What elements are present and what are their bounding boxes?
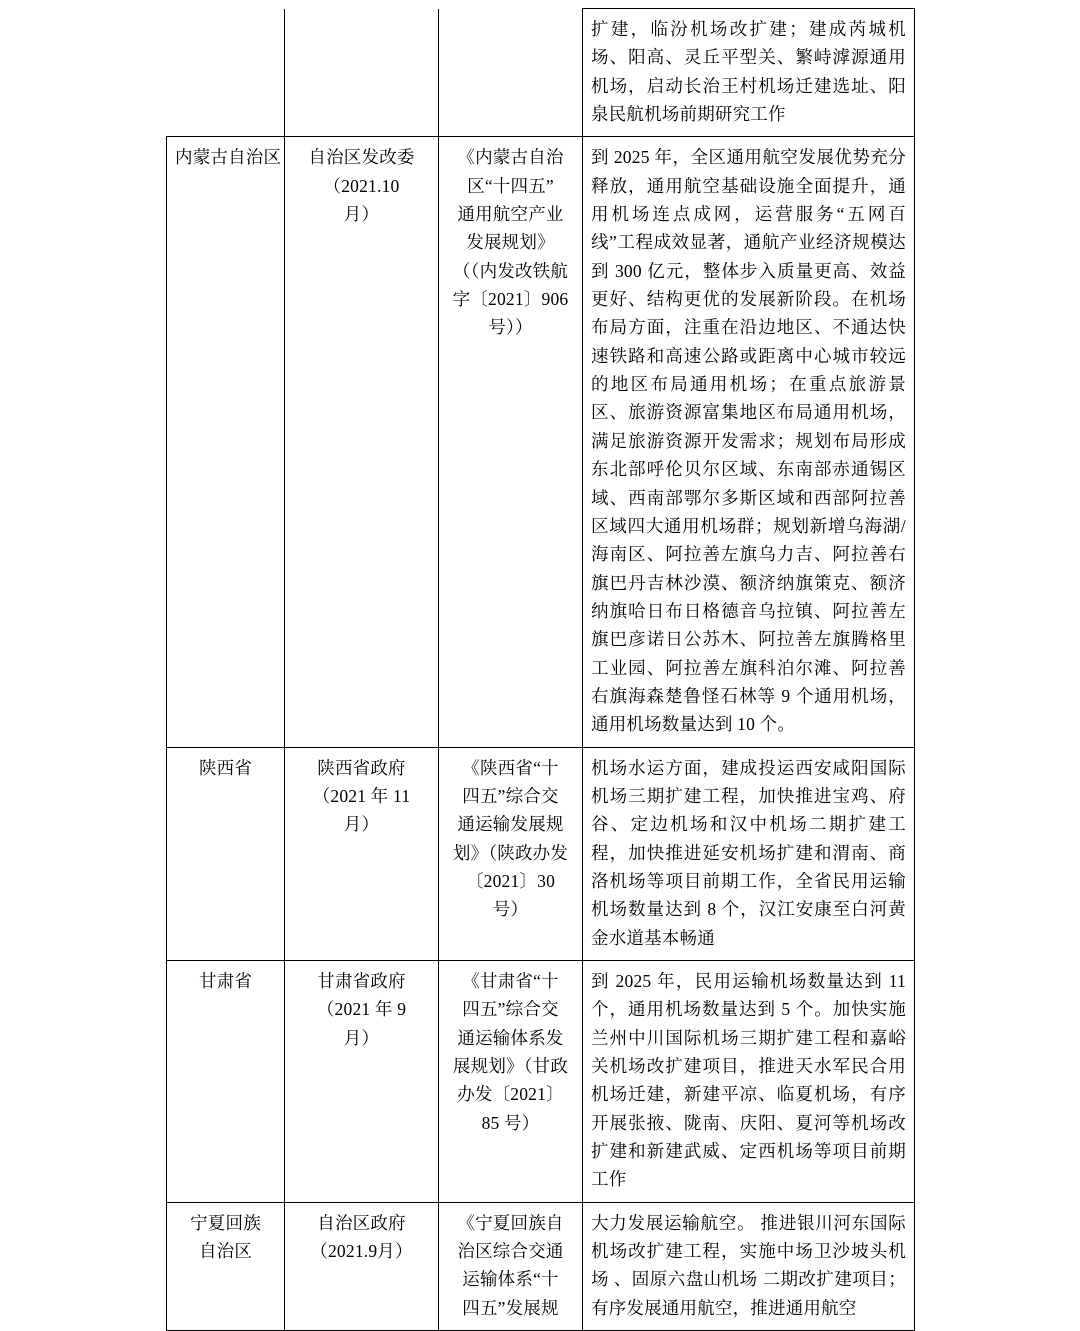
table-body bbox=[167, 9, 915, 1331]
title-line: 字〔2021〕906 bbox=[452, 289, 569, 310]
title-line: 《陕西省“十 bbox=[462, 757, 559, 778]
title-line: 四五”综合交 bbox=[462, 785, 559, 806]
region-line: 宁夏回族 bbox=[190, 1212, 261, 1233]
title-line: 展规划》（甘政 bbox=[452, 1056, 569, 1077]
issuer-line: 甘肃省政府 bbox=[317, 971, 406, 991]
region-line: 陕西省 bbox=[198, 757, 253, 778]
title-line: 通运输发展规 bbox=[457, 814, 564, 835]
content-cell: 扩建，临汾机场改扩建；建成芮城机场、阳高、灵丘平型关、繁峙滹源通用机场，启动长治王村机场迁建选址、阳泉民航机场前期研究工作 bbox=[583, 9, 915, 137]
content-cell: 大力发展运输航空。 推进银川河东国际机场改扩建工程，实施中场卫沙坡头机场 、固原六盘山机场 二期改扩建项目；有序发展通用航空，推进通用航空 bbox=[583, 1202, 915, 1330]
document-title-cell bbox=[439, 747, 583, 960]
issuer-cell bbox=[285, 137, 439, 747]
issuer-cell bbox=[285, 747, 439, 960]
content-cell: 到 2025 年，全区通用航空发展优势充分释放，通用航空基础设施全面提升，通用机场连点成网，运营服务“五网百线”工程成效显著，通航产业经济规模达到 300 亿元，整体步入质量更高、效益更好、结构更优的发展新阶段。在机场布局方面，注重在沿边地区、不通达快速铁路和高速公路或距离中心城市较远的地区布局通用机场；在重点旅游景区、旅游资源富集地区布局通用机场，满足旅游资源开发需求；规划布局形成东北部呼伦贝尔区域、东南部赤通锡区域、西南部鄂尔多斯区域和西部阿拉善区域四大通用机场群；规划新增乌海湖/海南区、阿拉善左旗乌力吉、阿拉善右旗巴丹吉林沙漠、额济纳旗策克、额济纳旗哈日布日格德音乌拉镇、阿拉善左旗巴彦诺日公苏木、阿拉善左旗腾格里工业园、阿拉善左旗科泊尔滩、阿拉善右旗海森楚鲁怪石林等 9 个通用机场，通用机场数量达到 10 个。 bbox=[583, 137, 915, 747]
issuer-line: （2021 年 9 bbox=[316, 999, 407, 1020]
title-line: 四五”综合交 bbox=[462, 999, 559, 1020]
document-title-cell bbox=[439, 1202, 583, 1330]
table-row bbox=[167, 137, 915, 747]
content-cell: 到 2025 年，民用运输机场数量达到 11 个，通用机场数量达到 5 个。加快实施兰州中川国际机场三期扩建工程和嘉峪关机场改扩建项目，推进天水军民合用机场迁建，新建平凉、临夏机场，有序开展张掖、陇南、庆阳、夏河等机场改扩建和新建武威、定西机场等项目前期工作 bbox=[583, 961, 915, 1203]
title-cell-empty bbox=[439, 9, 583, 137]
issuer-line: 陕西省政府 bbox=[317, 757, 406, 778]
table-row bbox=[167, 961, 915, 1203]
region-cell-empty bbox=[167, 9, 285, 137]
document-title-cell bbox=[439, 137, 583, 747]
title-line: 区“十四五” bbox=[467, 175, 554, 196]
title-line: 号） bbox=[492, 899, 529, 920]
region-cell bbox=[167, 137, 285, 747]
title-line: 四五”发展规 bbox=[462, 1297, 559, 1318]
region-cell bbox=[167, 961, 285, 1203]
region-line: 内蒙古自治区 bbox=[175, 147, 282, 168]
issuer-cell bbox=[285, 961, 439, 1203]
table-row bbox=[167, 1202, 915, 1330]
title-line: 通用航空产业 bbox=[457, 204, 564, 225]
table-row bbox=[167, 747, 915, 960]
issuer-cell-empty bbox=[285, 9, 439, 137]
issuer-cell bbox=[285, 1202, 439, 1330]
policy-table bbox=[166, 8, 915, 1331]
issuer-line: 月） bbox=[343, 814, 380, 835]
title-line: 《内蒙古自治 bbox=[457, 147, 564, 168]
title-line: 治区综合交通 bbox=[457, 1241, 564, 1262]
title-line: 办发〔2021〕 bbox=[457, 1084, 564, 1105]
issuer-line: 自治区发改委 bbox=[308, 147, 415, 168]
content-cell: 机场水运方面，建成投运西安咸阳国际机场三期扩建工程，加快推进宝鸡、府谷、定边机场和汉中机场二期扩建工程，加快推进延安机场扩建和渭南、商洛机场等项目前期工作，全省民用运输机场数量达到 8 个，汉江安康至白河黄金水道基本畅通 bbox=[583, 747, 915, 960]
issuer-line: （2021.9月） bbox=[310, 1241, 413, 1262]
region-line: 自治区 bbox=[198, 1241, 253, 1262]
region-cell bbox=[167, 747, 285, 960]
title-line: 《宁夏回族自 bbox=[457, 1212, 564, 1233]
title-line: （（内发改铁航 bbox=[452, 260, 569, 281]
table-row bbox=[167, 9, 915, 137]
title-line: 85 号） bbox=[481, 1112, 540, 1133]
title-line: 划》（陕政办发 bbox=[452, 842, 569, 863]
document-title-cell bbox=[439, 961, 583, 1203]
issuer-line: （2021 年 11 bbox=[312, 785, 411, 806]
title-line: 《甘肃省“十 bbox=[462, 971, 559, 991]
title-line: 〔2021〕30 bbox=[465, 870, 556, 891]
issuer-line: 月） bbox=[343, 204, 380, 225]
title-line: 号）） bbox=[488, 317, 533, 338]
issuer-line: （2021.10 bbox=[323, 175, 400, 196]
title-line: 运输体系“十 bbox=[462, 1269, 559, 1290]
title-line: 通运输体系发 bbox=[457, 1027, 564, 1048]
region-cell bbox=[167, 1202, 285, 1330]
title-line: 发展规划》 bbox=[466, 232, 555, 253]
region-line: 甘肃省 bbox=[198, 971, 253, 991]
issuer-line: 月） bbox=[343, 1027, 380, 1048]
issuer-line: 自治区政府 bbox=[317, 1212, 406, 1233]
